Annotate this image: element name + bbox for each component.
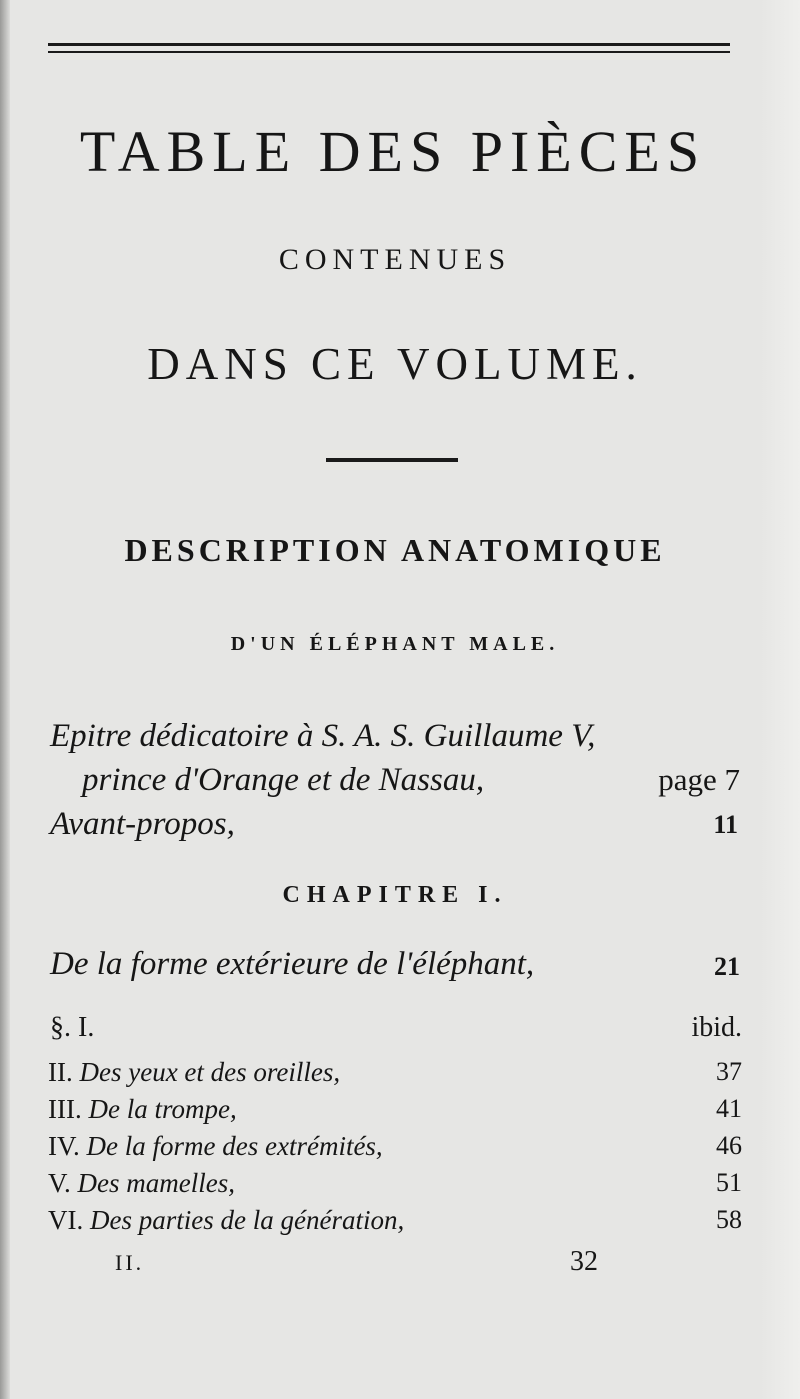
entry-avant-propos: Avant-propos, [50, 806, 235, 842]
item-page: 58 [716, 1205, 742, 1234]
signature-mark: 32 [570, 1246, 598, 1277]
section-page: ibid. [691, 1012, 742, 1043]
chapter-title: De la forme extérieure de l'éléphant, [50, 946, 535, 982]
entry-epitre-page: page 7 [658, 762, 740, 797]
list-item [48, 1205, 404, 1236]
entry-avant-propos-page: 11 [713, 810, 738, 839]
item-text: Des parties de la génération, [90, 1205, 405, 1235]
title-line-contenues: CONTENUES [278, 243, 512, 276]
item-number: II. [48, 1057, 73, 1087]
entry-epitre-line1: Epitre dédicatoire à S. A. S. Guillaume V, [50, 718, 596, 754]
item-page: 41 [716, 1094, 742, 1123]
item-page: 51 [716, 1168, 742, 1197]
center-rule [326, 458, 458, 462]
item-text: De la forme des extrémités, [86, 1131, 383, 1161]
item-number: IV. [48, 1131, 80, 1161]
item-text: De la trompe, [88, 1094, 237, 1124]
list-item [48, 1057, 340, 1088]
top-rule-thick [48, 43, 730, 46]
section-subtitle: D'UN ÉLÉPHANT MALE. [230, 633, 560, 655]
item-text: Des mamelles, [77, 1168, 235, 1198]
entry-epitre-line2: prince d'Orange et de Nassau, [82, 762, 485, 798]
chapter-heading: CHAPITRE I. [282, 882, 508, 908]
item-page: 37 [716, 1057, 742, 1086]
section-title: DESCRIPTION ANATOMIQUE [124, 532, 666, 568]
item-number: V. [48, 1168, 71, 1198]
chapter-title-page: 21 [714, 952, 740, 981]
item-number: VI. [48, 1205, 84, 1235]
list-item [48, 1131, 383, 1162]
top-rule-thin [48, 51, 730, 53]
page-right-edge [760, 0, 800, 1399]
item-number: III. [48, 1094, 82, 1124]
page-title: TABLE DES PIÈCES [79, 119, 707, 184]
list-item [48, 1094, 237, 1125]
volume-mark: II. [115, 1250, 145, 1275]
item-page: 46 [716, 1131, 742, 1160]
item-text: Des yeux et des oreilles, [79, 1057, 341, 1087]
section-label: §. I. [50, 1012, 95, 1043]
page-left-edge [0, 0, 10, 1399]
list-item [48, 1168, 235, 1199]
title-line-volume: DANS CE VOLUME. [147, 339, 643, 389]
